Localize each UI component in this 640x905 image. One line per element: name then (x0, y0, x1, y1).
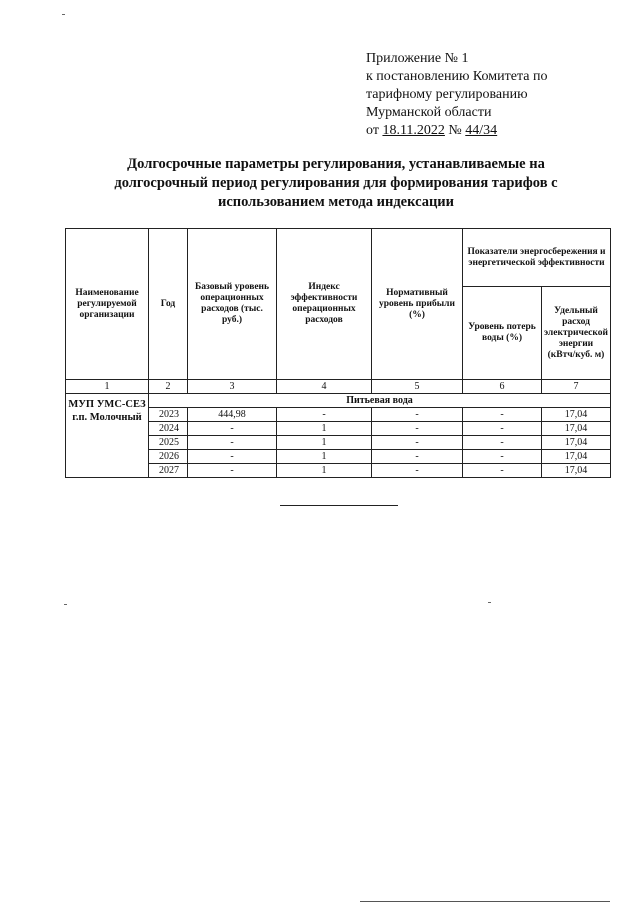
section-row (66, 394, 611, 408)
loss-cell: - (463, 408, 542, 422)
appendix-line-2: к постановлению Комитета по (366, 69, 548, 84)
organization-name: МУП УМС-СЕЗ г.п. Молочный (66, 394, 149, 478)
profit-cell: - (372, 450, 463, 464)
specific-cell: 17,04 (542, 450, 611, 464)
header-year: Год (149, 229, 188, 380)
header-energy-group: Показатели энергосбережения и энергетической эффективности (463, 229, 611, 287)
parameters-table (65, 228, 611, 478)
header-specific: Удельный расход электрической энергии (кВтч/куб. м) (542, 287, 611, 380)
base-cell: - (188, 422, 277, 436)
index-cell: 1 (277, 436, 372, 450)
profit-cell: - (372, 422, 463, 436)
scan-speck (64, 604, 67, 605)
appendix-header (366, 50, 616, 140)
specific-cell: 17,04 (542, 408, 611, 422)
decree-date: 18.11.2022 (382, 123, 445, 138)
base-cell: 444,98 (188, 408, 277, 422)
specific-cell: 17,04 (542, 464, 611, 478)
scan-speck (62, 14, 65, 15)
header-org: Наименование регулируемой организации (66, 229, 149, 380)
appendix-line-4: Мурманской области (366, 105, 492, 120)
profit-cell: - (372, 464, 463, 478)
document-title (60, 155, 612, 212)
year-cell: 2024 (149, 422, 188, 436)
index-cell: 1 (277, 450, 372, 464)
decree-number: 44/34 (465, 123, 498, 138)
separator-line (280, 505, 398, 506)
loss-cell: - (463, 422, 542, 436)
year-cell: 2026 (149, 450, 188, 464)
header-loss: Уровень потерь воды (%) (463, 287, 542, 380)
title-line-1: Долгосрочные параметры регулирования, устанавливаемые на (127, 156, 545, 172)
column-number: 2 (149, 380, 188, 394)
appendix-line-1: Приложение № 1 (366, 51, 469, 66)
column-number: 7 (542, 380, 611, 394)
column-number: 1 (66, 380, 149, 394)
scan-speck (488, 602, 491, 603)
year-cell: 2027 (149, 464, 188, 478)
profit-cell: - (372, 408, 463, 422)
date-prefix: от (366, 123, 379, 138)
specific-cell: 17,04 (542, 422, 611, 436)
title-line-3: использованием метода индексации (217, 194, 455, 210)
section-label: Питьевая вода (149, 394, 611, 408)
number-sign: № (448, 123, 462, 138)
base-cell: - (188, 464, 277, 478)
loss-cell: - (463, 436, 542, 450)
footer-line (360, 901, 610, 902)
header-index: Индекс эффективности операционных расходов (277, 229, 372, 380)
year-cell: 2025 (149, 436, 188, 450)
appendix-line-3: тарифному регулированию (366, 87, 528, 102)
appendix-date-line (366, 122, 616, 140)
header-profit: Нормативный уровень прибыли (%) (372, 229, 463, 380)
loss-cell: - (463, 464, 542, 478)
column-number: 4 (277, 380, 372, 394)
base-cell: - (188, 436, 277, 450)
column-number: 6 (463, 380, 542, 394)
base-cell: - (188, 450, 277, 464)
index-cell: 1 (277, 422, 372, 436)
index-cell: - (277, 408, 372, 422)
title-line-2: долгосрочный период регулирования для формирования тарифов с (114, 175, 558, 191)
year-cell: 2023 (149, 408, 188, 422)
profit-cell: - (372, 436, 463, 450)
loss-cell: - (463, 450, 542, 464)
index-cell: 1 (277, 464, 372, 478)
header-base: Базовый уровень операционных расходов (тыс. руб.) (188, 229, 277, 380)
column-number: 3 (188, 380, 277, 394)
specific-cell: 17,04 (542, 436, 611, 450)
column-number-row (66, 380, 611, 394)
column-number: 5 (372, 380, 463, 394)
